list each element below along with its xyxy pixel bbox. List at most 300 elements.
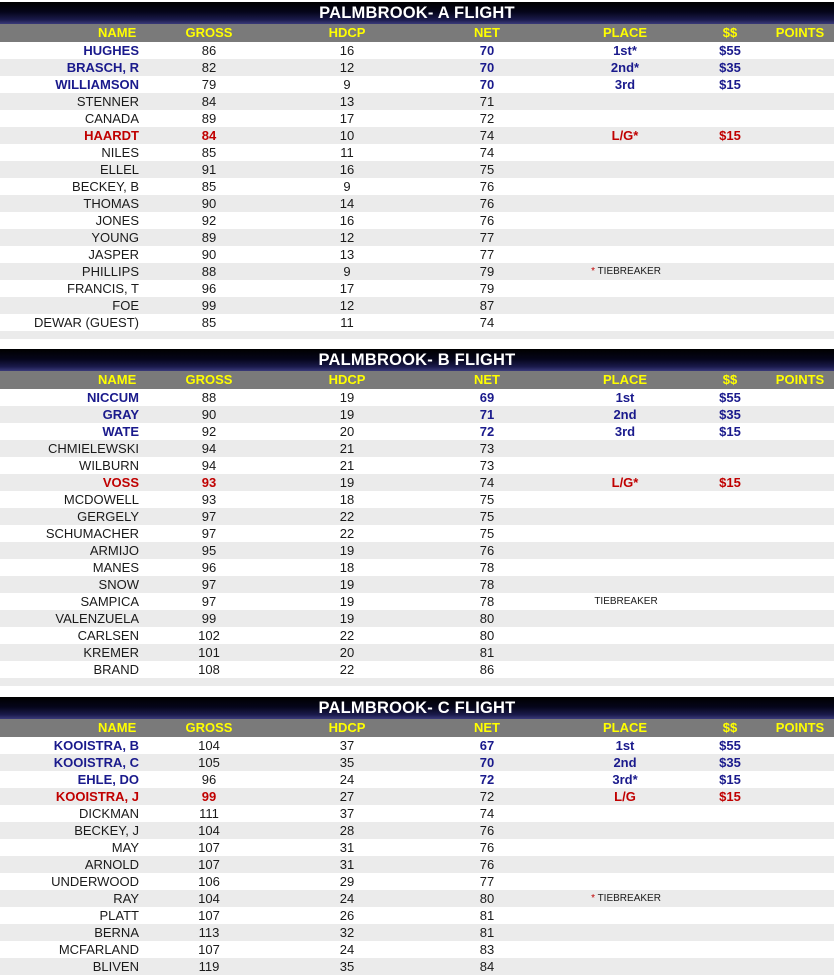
cell-hdcp: 9 [343,264,351,279]
table-row [0,457,834,474]
table-row [0,440,834,457]
cell-name: DEWAR (GUEST) [34,315,139,330]
cell-gross: 104 [198,891,220,906]
column-header-net: NET [474,25,500,40]
tiebreaker-note [560,263,692,280]
cell-net: 71 [479,94,495,109]
cell-money [690,627,770,644]
table-row [0,593,834,610]
cell-hdcp: 9 [343,77,351,92]
cell-hdcp: 12 [339,298,355,313]
cell-hdcp: 19 [339,475,355,490]
table-row [0,389,834,406]
cell-gross: 96 [201,281,217,296]
cell-place [575,491,675,508]
cell-hdcp: 18 [339,492,355,507]
cell-net: 76 [479,840,495,855]
cell-hdcp: 19 [339,611,355,626]
cell-hdcp: 18 [339,560,355,575]
cell-net: 76 [479,543,495,558]
cell-net: 72 [479,772,495,787]
table-row [0,958,834,975]
cell-money [690,805,770,822]
cell-hdcp: 16 [339,43,355,58]
table-row [0,76,834,93]
cell-place [575,144,675,161]
cell-place: 3rd [614,77,636,92]
flight-title: PALMBROOK- B FLIGHT [0,349,834,371]
column-header-name: NAME [98,25,137,40]
cell-gross: 111 [199,806,219,821]
cell-place [575,110,675,127]
column-header-money: $$ [722,25,738,40]
cell-hdcp: 24 [339,772,355,787]
cell-gross: 94 [201,458,217,473]
cell-net: 73 [479,458,495,473]
table-row [0,754,834,771]
table-row [0,737,834,754]
cell-hdcp: 19 [339,390,355,405]
cell-place [575,644,675,661]
cell-money [690,958,770,975]
cell-name: BECKEY, J [74,823,139,838]
tiebreaker-note [560,890,692,907]
cell-place [575,508,675,525]
cell-net: 81 [479,925,495,940]
cell-hdcp: 11 [340,315,354,330]
table-row [0,474,834,491]
cell-place: 3rd* [612,772,638,787]
cell-name: WILLIAMSON [55,77,139,92]
cell-money [690,644,770,661]
cell-hdcp: 22 [339,662,355,677]
cell-name: HAARDT [84,128,139,143]
tiebreaker-label: TIEBREAKER [597,893,661,904]
cell-gross: 91 [201,162,217,177]
cell-net: 81 [479,645,495,660]
cell-place [575,542,675,559]
column-header-hdcp: HDCP [328,25,366,40]
cell-net: 78 [479,577,495,592]
cell-net: 75 [479,492,495,507]
cell-money: $15 [719,772,741,787]
cell-money [690,246,770,263]
cell-hdcp: 27 [339,789,355,804]
cell-money [690,822,770,839]
cell-gross: 85 [201,145,217,160]
column-header-gross: GROSS [185,372,233,387]
cell-money [690,593,770,610]
cell-name: ARMIJO [89,543,139,558]
cell-money [690,93,770,110]
cell-place: L/G [614,789,636,804]
results-table [0,389,834,678]
cell-net: 75 [479,162,495,177]
section-spacer [0,678,834,686]
cell-hdcp: 19 [339,543,355,558]
cell-name: CHMIELEWSKI [47,441,139,456]
cell-place: 1st [615,390,635,405]
cell-name: THOMAS [83,196,139,211]
cell-money [690,263,770,280]
table-row [0,161,834,178]
cell-place [575,525,675,542]
column-header-hdcp: HDCP [328,720,366,735]
cell-name: SAMPICA [80,594,139,609]
cell-gross: 97 [201,509,217,524]
cell-gross: 107 [198,908,220,923]
cell-gross: 84 [201,94,217,109]
table-row [0,644,834,661]
table-row [0,788,834,805]
cell-name: KOOISTRA, J [55,789,139,804]
cell-net: 74 [479,315,495,330]
cell-gross: 96 [201,560,217,575]
cell-gross: 104 [198,823,220,838]
cell-hdcp: 24 [339,891,355,906]
cell-place [575,805,675,822]
cell-money [690,839,770,856]
cell-money: $55 [719,738,741,753]
cell-place: 2nd* [610,60,640,75]
cell-money [690,576,770,593]
cell-net: 76 [479,823,495,838]
cell-money: $35 [719,407,741,422]
cell-name: CARLSEN [77,628,139,643]
cell-hdcp: 22 [339,509,355,524]
cell-place [575,610,675,627]
cell-name: KREMER [83,645,139,660]
cell-name: GERGELY [77,509,139,524]
cell-place [575,229,675,246]
cell-net: 74 [479,145,495,160]
cell-net: 76 [479,857,495,872]
cell-money [690,941,770,958]
cell-place [575,212,675,229]
cell-net: 81 [479,908,495,923]
tiebreaker-label: TIEBREAKER [594,596,658,607]
cell-name: ELLEL [99,162,139,177]
cell-name: WILBURN [79,458,139,473]
cell-place [575,559,675,576]
table-row [0,661,834,678]
cell-gross: 106 [198,874,220,889]
cell-gross: 99 [201,611,217,626]
table-row [0,873,834,890]
column-header-row [0,24,834,42]
cell-place [575,839,675,856]
cell-net: 71 [479,407,495,422]
flight-title: PALMBROOK- C FLIGHT [0,697,834,719]
cell-net: 86 [479,662,495,677]
column-header-money: $$ [722,372,738,387]
table-row [0,93,834,110]
table-row [0,406,834,423]
cell-name: SNOW [98,577,139,592]
column-header-row [0,719,834,737]
cell-gross: 90 [201,247,217,262]
cell-hdcp: 12 [339,230,355,245]
cell-place: L/G* [611,475,639,490]
cell-net: 77 [479,247,495,262]
cell-gross: 90 [201,196,217,211]
cell-place [575,93,675,110]
column-header-gross: GROSS [185,25,233,40]
cell-hdcp: 20 [339,424,355,439]
cell-money [690,280,770,297]
cell-money [690,297,770,314]
cell-name: VOSS [102,475,139,490]
cell-hdcp: 29 [339,874,355,889]
table-row [0,771,834,788]
cell-name: BERNA [94,925,139,940]
table-row [0,127,834,144]
cell-gross: 82 [201,60,217,75]
cell-money: $55 [719,390,741,405]
cell-name: JASPER [88,247,139,262]
cell-money [690,924,770,941]
cell-hdcp: 31 [339,840,355,855]
cell-name: BRASCH, R [66,60,139,75]
cell-place [575,907,675,924]
cell-net: 79 [479,281,495,296]
flight-title: PALMBROOK- A FLIGHT [0,2,834,24]
cell-name: PHILLIPS [81,264,139,279]
cell-hdcp: 14 [339,196,355,211]
cell-place [575,178,675,195]
cell-name: JONES [95,213,139,228]
column-header-points: POINTS [775,372,825,387]
table-row [0,280,834,297]
cell-money [690,873,770,890]
table-row [0,110,834,127]
cell-place: 2nd [613,407,637,422]
cell-hdcp: 35 [339,755,355,770]
cell-money [690,890,770,907]
cell-net: 72 [479,424,495,439]
cell-money [690,559,770,576]
cell-money [690,178,770,195]
table-row [0,42,834,59]
table-row [0,610,834,627]
column-header-points: POINTS [775,720,825,735]
cell-hdcp: 22 [339,628,355,643]
tiebreaker-note [560,593,692,610]
table-row [0,297,834,314]
cell-name: BECKEY, B [72,179,139,194]
cell-place: 2nd [613,755,637,770]
cell-gross: 84 [201,128,217,143]
cell-gross: 107 [198,840,220,855]
cell-hdcp: 17 [339,281,355,296]
table-row [0,856,834,873]
cell-name: GRAY [102,407,139,422]
cell-gross: 92 [201,213,217,228]
cell-money [690,907,770,924]
cell-gross: 88 [201,264,217,279]
cell-gross: 97 [201,577,217,592]
cell-money: $15 [719,789,741,804]
cell-place [575,440,675,457]
cell-place [575,627,675,644]
cell-net: 80 [479,628,495,643]
cell-hdcp: 19 [339,594,355,609]
cell-hdcp: 31 [339,857,355,872]
flight-section [0,2,834,331]
cell-name: SCHUMACHER [45,526,139,541]
table-row [0,178,834,195]
cell-gross: 95 [201,543,217,558]
cell-gross: 85 [201,179,217,194]
cell-place [575,161,675,178]
cell-gross: 93 [201,475,217,490]
cell-net: 74 [479,128,495,143]
column-header-gross: GROSS [185,720,233,735]
cell-gross: 99 [201,298,217,313]
cell-name: RAY [113,891,139,906]
column-header-row [0,371,834,389]
table-row [0,525,834,542]
table-row [0,508,834,525]
cell-gross: 92 [201,424,217,439]
cell-hdcp: 28 [339,823,355,838]
cell-name: KOOISTRA, B [53,738,139,753]
cell-net: 70 [479,755,495,770]
table-row [0,941,834,958]
cell-money: $55 [719,43,741,58]
column-header-net: NET [474,720,500,735]
cell-net: 77 [479,230,495,245]
table-row [0,542,834,559]
cell-name: MCFARLAND [58,942,139,957]
cell-place [575,246,675,263]
cell-gross: 105 [198,755,220,770]
cell-gross: 90 [201,407,217,422]
cell-name: UNDERWOOD [51,874,139,889]
cell-name: WATE [102,424,139,439]
asterisk-icon: * [591,266,595,277]
cell-gross: 119 [198,959,220,974]
cell-gross: 107 [198,857,220,872]
cell-hdcp: 22 [339,526,355,541]
cell-net: 67 [479,738,495,753]
cell-hdcp: 19 [339,407,355,422]
section-spacer [0,331,834,339]
asterisk-icon: * [591,893,595,904]
table-row [0,491,834,508]
cell-net: 70 [479,77,495,92]
cell-money [690,314,770,331]
cell-hdcp: 17 [339,111,355,126]
cell-net: 78 [479,560,495,575]
cell-place: L/G* [611,128,639,143]
cell-name: CANADA [84,111,139,126]
cell-gross: 93 [201,492,217,507]
cell-net: 70 [479,43,495,58]
cell-hdcp: 37 [339,738,355,753]
cell-name: YOUNG [91,230,139,245]
cell-gross: 97 [201,594,217,609]
cell-net: 72 [479,789,495,804]
cell-place [575,576,675,593]
cell-gross: 85 [201,315,217,330]
column-header-hdcp: HDCP [328,372,366,387]
cell-net: 76 [479,213,495,228]
cell-hdcp: 21 [339,458,355,473]
flight-section [0,697,834,975]
cell-net: 78 [479,594,495,609]
cell-net: 83 [479,942,495,957]
tiebreaker-label: TIEBREAKER [597,266,661,277]
cell-name: FRANCIS, T [67,281,139,296]
column-header-money: $$ [722,720,738,735]
cell-place [575,280,675,297]
cell-net: 69 [479,390,495,405]
cell-gross: 101 [198,645,220,660]
cell-place [575,873,675,890]
cell-hdcp: 24 [339,942,355,957]
cell-net: 79 [479,264,495,279]
table-row [0,805,834,822]
cell-money [690,525,770,542]
cell-money: $35 [719,755,741,770]
cell-hdcp: 12 [339,60,355,75]
cell-place [575,457,675,474]
cell-gross: 104 [198,738,220,753]
cell-gross: 79 [201,77,217,92]
table-row [0,576,834,593]
cell-money [690,542,770,559]
cell-name: FOE [112,298,139,313]
cell-gross: 107 [198,942,220,957]
cell-net: 84 [479,959,495,974]
cell-name: BLIVEN [92,959,139,974]
cell-hdcp: 13 [339,94,355,109]
cell-net: 80 [479,611,495,626]
cell-money [690,491,770,508]
cell-net: 75 [479,526,495,541]
column-header-place: PLACE [602,25,648,40]
cell-net: 75 [479,509,495,524]
cell-place [575,924,675,941]
cell-hdcp: 26 [339,908,355,923]
cell-money [690,440,770,457]
column-header-name: NAME [98,720,137,735]
cell-hdcp: 21 [339,441,355,456]
cell-gross: 113 [198,925,220,940]
cell-gross: 94 [201,441,217,456]
cell-place: 1st* [613,43,637,58]
table-row [0,559,834,576]
cell-money [690,212,770,229]
column-header-place: PLACE [602,720,648,735]
table-row [0,314,834,331]
cell-money [690,229,770,246]
cell-money [690,508,770,525]
cell-money [690,144,770,161]
table-row [0,907,834,924]
cell-money: $15 [719,475,741,490]
cell-name: ARNOLD [84,857,139,872]
cell-name: MCDOWELL [63,492,139,507]
cell-money [690,661,770,678]
table-row [0,246,834,263]
cell-money [690,856,770,873]
cell-place [575,941,675,958]
cell-gross: 96 [201,772,217,787]
cell-money [690,110,770,127]
cell-net: 74 [479,806,495,821]
